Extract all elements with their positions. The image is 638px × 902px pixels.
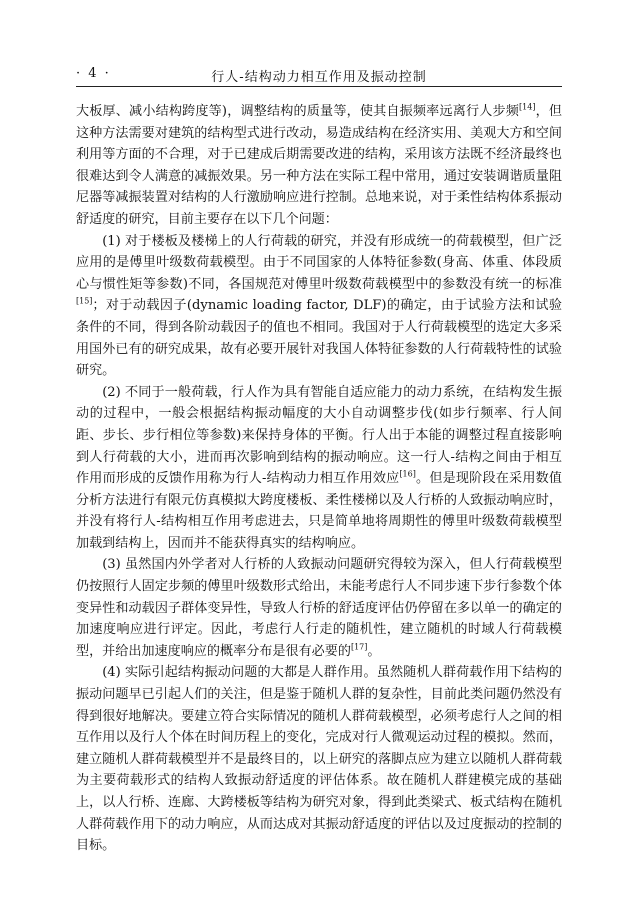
page-header [76,64,562,87]
running-title: 行人-结构动力相互作用及振动控制 [211,70,427,85]
paragraph-text: ，但这种方法需要对建筑的结构型式进行改动，易造成结构在经济实用、美观大方和空间利用等方面的不合理，对于已建成后期需要改进的结构，采用该方法既不经济最终也很难达到令人满意的减振效果。另一种方法在实际工程中常用，通过安装调谐质量阻尼器等减振装置对结构的人行激励响应进行控制。总地来说，对于柔性结构体系振动舒适度的研究，目前主要存在以下几个问题： [76,104,562,227]
paragraph-text: (4) 实际引起结构振动问题的大都是人群作用。虽然随机人群荷载作用下结构的振动问题早已引起人们的关注，但是鉴于随机人群的复杂性，目前此类问题仍然没有得到很好地解决。要建立符合实际情况的随机人群荷载模型，必须考虑行人之间的相互作用以及行人个体在时间历程上的变化，完成对行人微观运动过程的模拟。然而，建立随机人群荷载模型并不是最终目的，以上研究的落脚点应为建立以随机人群荷载为主要荷载形式的结构人致振动舒适度的评估体系。故在随机人群建模完成的基础上，以人行桥、连廊、大跨楼板等结构为研究对象，得到此类梁式、板式结构在随机人群荷载作用下的动力响应，从而达成对其振动舒适度的评估以及过度振动的控制的目标。 [76,665,562,854]
citation-ref: [17] [350,642,368,652]
paragraph-text: 。但是现阶段在采用数值分析方法进行有限元仿真模拟大跨度楼板、柔性楼梯以及人行桥的人致振动响应时，并没有将行人-结构相互作用考虑进去，只是简单地将周期性的傅里叶级数荷载模型加载到结构上，因而并不能获得真实的结构响应。 [76,471,562,551]
citation-ref: [16] [399,469,416,479]
paragraph-text: (1) 对于楼板及楼梯上的人行荷载的研究，并没有形成统一的荷载模型，但广泛应用的是傅里叶级数荷载模型。由于不同国家的人体特征参数(身高、体重、体段质心与惯性矩等参数)不同，各国规范对傅里叶级数荷载模型中的参数没有统一的标准 [76,233,562,292]
paragraph-5 [76,662,562,856]
paragraph-4 [76,554,562,662]
paragraph-3 [76,382,562,555]
page-number: · 4 · [76,66,111,81]
paragraph-text: ；对于动载因子(dynamic loading factor, DLF)的确定，由于试验方法和试验条件的不同，得到各阶动载因子的值也不相同。我国对于人行荷载模型的选定大多采用国外已有的研究成果，故有必要开展针对我国人体特征参数的人行荷载特性的试验研究。 [76,298,562,379]
paragraph-1 [76,101,562,231]
body-text [76,101,562,857]
citation-ref: [15] [76,296,93,306]
paragraph-text: (2) 不同于一般荷载，行人作为具有智能自适应能力的动力系统，在结构发生振动的过程中，一般会根据结构振动幅度的大小自动调整步伐(如步行频率、行人间距、步长、步行相位等参数)来保持身体的平衡。行人出于本能的调整过程直接影响到人行荷载的大小，进而再次影响到结构的振动响应。这一行人-结构之间由于相互作用而形成的反馈作用称为行人-结构动力相互作用效应 [76,384,562,487]
paragraph-text: 大板厚、减小结构跨度等)，调整结构的质量等，使其自振频率远离行人步频 [76,104,520,119]
paragraph-text: 。 [367,643,381,659]
paragraph-2 [76,231,562,382]
paragraph-text: (3) 虽然国内外学者对人行桥的人致振动问题研究得较为深入，但人行荷载模型仍按照行人固定步频的傅里叶级数形式给出，未能考虑行人不同步速下步行参数个体变异性和动载因子群体变异性，导致人行桥的舒适度评估仍停留在多以单一的确定的加速度响应进行评定。因此，考虑行人行走的随机性，建立随机的时域人行荷载模型，并给出加速度响应的概率分布是很有必要的 [76,557,562,659]
citation-ref: [14] [519,102,536,112]
